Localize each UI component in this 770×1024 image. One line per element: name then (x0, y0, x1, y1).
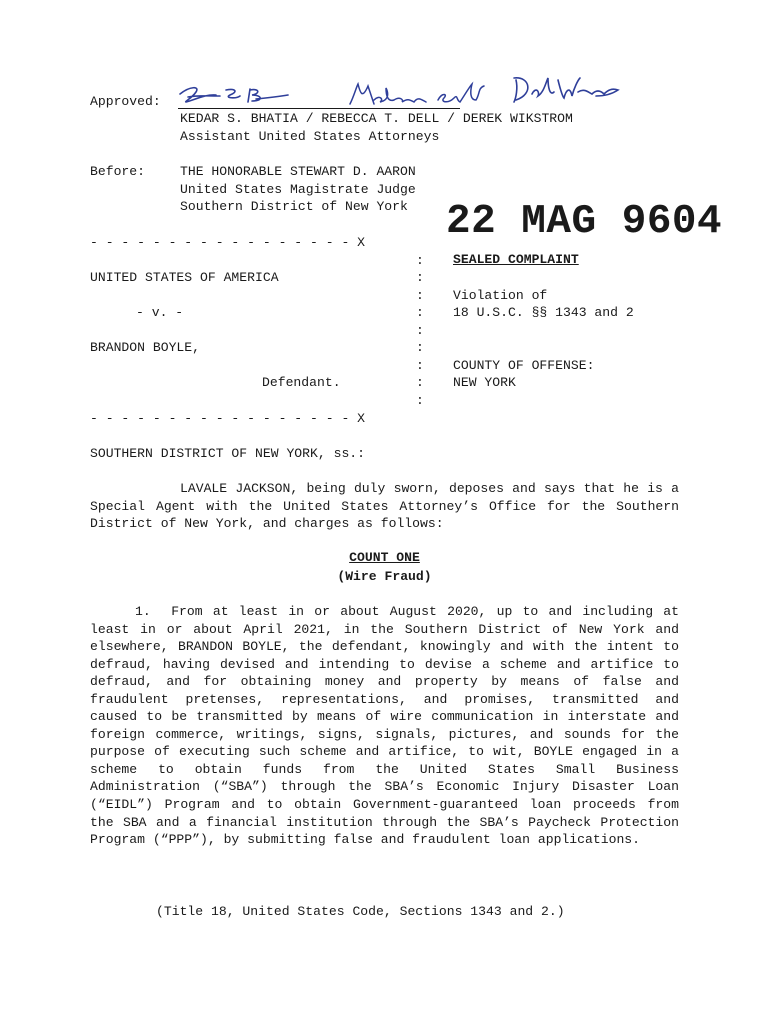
caption-colon: : (416, 340, 424, 355)
caption-colon: : (416, 288, 424, 303)
violation-statute: 18 U.S.C. §§ 1343 and 2 (453, 305, 634, 320)
judge-name: THE HONORABLE STEWART D. AARON (180, 164, 416, 179)
count-paragraph (90, 603, 679, 849)
signature-dell (344, 78, 494, 112)
caption-colon: : (416, 393, 424, 408)
caption-border-bottom: - - - - - - - - - - - - - - - - - X (90, 411, 366, 426)
defendant-name: BRANDON BOYLE, (90, 340, 201, 355)
count-heading: COUNT ONE (349, 550, 420, 565)
county-value: NEW YORK (453, 375, 516, 390)
paragraph-number: 1. (135, 604, 151, 619)
versus-label: - v. - (136, 305, 184, 320)
signature-line (178, 108, 460, 109)
docket-number: 22 MAG 9604 (446, 199, 723, 245)
signature-wikstrom (508, 72, 623, 108)
caption-colon: : (416, 270, 424, 285)
plaintiff-name: UNITED STATES OF AMERICA (90, 270, 279, 285)
paragraph-spacer (151, 604, 171, 619)
paragraph-body: From at least in or about August 2020, up to and including at least in or about April 2021, in the Southern District of New York and elsewhere, BRANDON BOYLE, the defendant, knowingly and with the intent to defraud, having devised and intending to devise a scheme and artifice to defraud, and for obtaining money and property by means of false and fraudulent pretenses, representations, and promises, transmitted and caused to be transmitted by means of wire communication in interstate and foreign commerce, writings, signs, signals, pictures, and sounds for the purpose of executing such scheme and artifice, to wit, BOYLE engaged in a scheme to obtain funds from the United States Small Business Administration (“SBA”) through the SBA’s Economic Injury Disaster Loan (“EIDL”) Program and to obtain Government-guaranteed loan proceeds from the SBA and a financial institution through the SBA’s Paycheck Protection Program (“PPP”), by submitting false and fraudulent loan applications. (90, 604, 679, 848)
defendant-label: Defendant. (262, 375, 341, 390)
attorney-names: KEDAR S. BHATIA / REBECCA T. DELL / DEREK WIKSTROM (180, 111, 573, 126)
before-label: Before: (90, 164, 146, 179)
judge-title: United States Magistrate Judge (180, 182, 416, 197)
caption-colon: : (416, 323, 424, 338)
caption-colon: : (416, 358, 424, 373)
count-subheading: (Wire Fraud) (337, 569, 432, 584)
sealed-complaint-heading: SEALED COMPLAINT (453, 252, 579, 267)
attorney-title: Assistant United States Attorneys (180, 129, 440, 144)
signature-bhatia (176, 80, 296, 110)
approved-label: Approved: (90, 94, 161, 109)
intro-paragraph: LAVALE JACKSON, being duly sworn, deposes and says that he is a Special Agent with the United States Attorney’s Office for the Southern District of New York, and charges as follows: (90, 481, 679, 532)
caption-border-top: - - - - - - - - - - - - - - - - - X (90, 235, 366, 250)
venue-line: SOUTHERN DISTRICT OF NEW YORK, ss.: (90, 446, 366, 461)
statute-citation: (Title 18, United States Code, Sections 1343 and 2.) (156, 904, 565, 919)
caption-colon: : (416, 305, 424, 320)
county-label: COUNTY OF OFFENSE: (453, 358, 595, 373)
judge-district: Southern District of New York (180, 199, 408, 214)
caption-colon: : (416, 375, 424, 390)
caption-colon: : (416, 253, 424, 268)
violation-label: Violation of (453, 288, 548, 303)
